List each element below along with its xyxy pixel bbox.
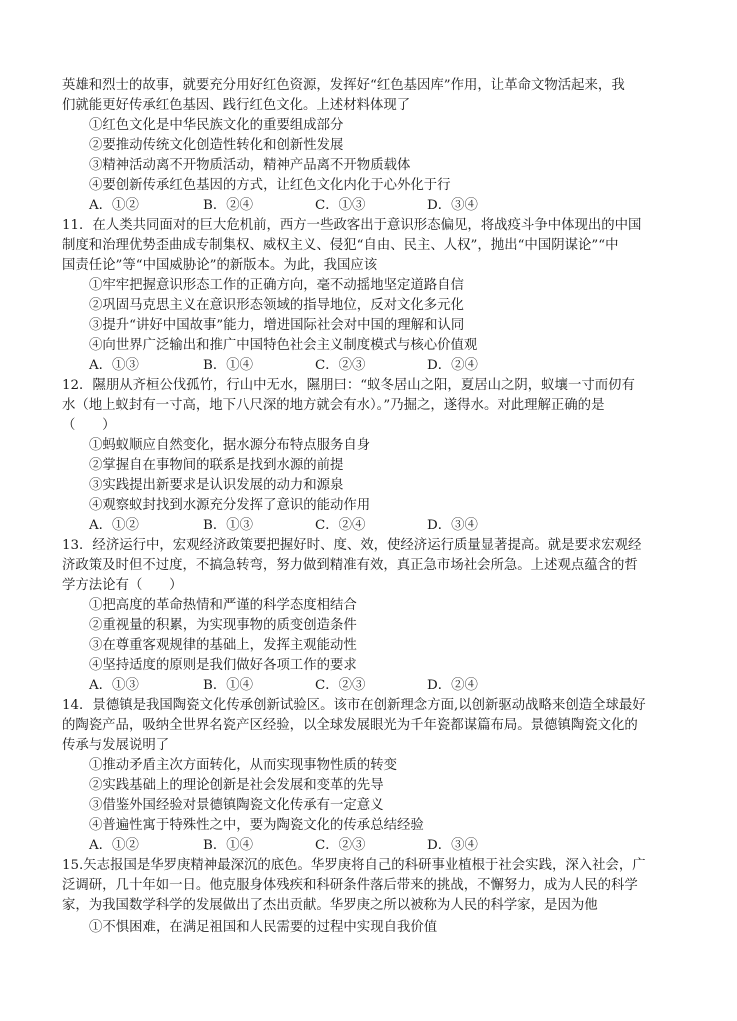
q11-option-4: ④向世界广泛输出和推广中国特色社会主义制度模式与核心价值观 — [89, 338, 478, 353]
q15-stem-line-3: 家，为我国数学科学的发展做出了杰出贡献。华罗庚之所以被称为人民的科学家，是因为他 — [62, 898, 598, 913]
q10-option-4: ④要创新传承红色基因的方式，让红色文化内化于心外化于行 — [89, 178, 451, 193]
q13-answer-c[interactable]: C．②③ — [315, 678, 366, 693]
q11-stem-line-1: 11．在人类共同面对的巨大危机前，西方一些政客出于意识形态偏见，将战疫斗争中体现出的中国 — [62, 218, 642, 233]
q13-option-4: ④坚持适度的原则是我们做好各项工作的要求 — [89, 658, 357, 673]
q11-option-3: ③提升“讲好中国故事”能力，增进国际社会对中国的理解和认同 — [89, 318, 465, 333]
q13-option-2: ②重视量的积累，为实现事物的质变创造条件 — [89, 618, 357, 633]
q10-answer-c[interactable]: C．①③ — [315, 198, 366, 213]
q11-stem-line-2: 制度和治理优势歪曲成专制集权、威权主义、侵犯“自由、民主、人权”，抛出“中国阴谋论”“中 — [62, 238, 619, 253]
q12-answer-b[interactable]: B．①③ — [203, 518, 254, 533]
q14-option-1: ①推动矛盾主次方面转化，从而实现事物性质的转变 — [89, 758, 397, 773]
q12-answer-row — [89, 516, 527, 536]
q14-option-2: ②实践基础上的理论创新是社会发展和变革的先导 — [89, 778, 384, 793]
q11-answer-a[interactable]: A．①③ — [89, 358, 139, 373]
q12-option-2: ②掌握自在事物间的联系是找到水源的前提 — [89, 458, 344, 473]
q10-stem-line-2: 们就能更好传承红色基因、践行红色文化。上述材料体现了 — [62, 98, 411, 113]
q12-option-1: ①蚂蚁顺应自然变化，据水源分布特点服务自身 — [89, 438, 371, 453]
q13-stem-line-1: 13．经济运行中，宏观经济政策要把握好时、度、效，使经济运行质量显著提高。就是要求宏观经 — [62, 538, 642, 553]
q14-stem-line-3: 传承与发展说明了 — [62, 738, 170, 753]
q14-stem-line-2: 的陶瓷产品，吸纳全世界名瓷产区经验，以全球发展眼光为千年瓷都谋篇布局。景德镇陶瓷文化的 — [62, 718, 638, 733]
q11-answer-c[interactable]: C．②③ — [315, 358, 366, 373]
q14-answer-a[interactable]: A．①② — [89, 838, 139, 853]
q14-stem-line-1: 14．景德镇是我国陶瓷文化传承创新试验区。该市在创新理念方面,以创新驱动战略来创造全球最好 — [62, 698, 646, 713]
q11-option-2: ②巩固马克思主义在意识形态领域的指导地位，反对文化多元化 — [89, 298, 464, 313]
q15-option-1: ①不惧困难，在满足祖国和人民需要的过程中实现自我价值 — [89, 920, 438, 935]
q10-answer-row — [89, 196, 527, 216]
q13-stem-line-3: 学方法论有（ ） — [62, 578, 183, 593]
q10-option-2: ②要推动传统文化创造性转化和创新性发展 — [89, 138, 344, 153]
q11-option-1: ①牢牢把握意识形态工作的正确方向，毫不动摇地坚定道路自信 — [89, 278, 464, 293]
q11-answer-b[interactable]: B．①④ — [203, 358, 254, 373]
q13-answer-a[interactable]: A．①③ — [89, 678, 139, 693]
q12-option-3: ③实践提出新要求是认识发展的动力和源泉 — [89, 478, 344, 493]
q10-answer-a[interactable]: A．①② — [89, 198, 139, 213]
q14-answer-row — [89, 836, 527, 856]
q14-answer-d[interactable]: D．③④ — [427, 838, 478, 853]
q12-answer-a[interactable]: A．①② — [89, 518, 139, 533]
q12-answer-c[interactable]: C．②④ — [315, 518, 366, 533]
q11-answer-row — [89, 356, 527, 376]
q14-answer-c[interactable]: C．②③ — [315, 838, 366, 853]
q10-answer-d[interactable]: D．③④ — [427, 198, 478, 213]
q14-answer-b[interactable]: B．①④ — [203, 838, 254, 853]
q11-answer-d[interactable]: D．②④ — [427, 358, 478, 373]
q12-answer-d[interactable]: D．③④ — [427, 518, 478, 533]
q10-stem-line-1: 英雄和烈士的故事，就要充分用好红色资源，发挥好“红色基因库”作用，让革命文物活起来，我 — [62, 78, 625, 93]
q15-stem-line-2: 泛调研，几十年如一日。他克服身体残疾和科研条件落后带来的挑战，不懈努力，成为人民的科学 — [62, 878, 638, 893]
q12-stem-line-1: 12．隰朋从齐桓公伐孤竹，行山中无水，隰朋曰：“蚁冬居山之阳，夏居山之阴，蚁壤一寸而仞有 — [62, 378, 635, 393]
q13-answer-d[interactable]: D．②④ — [427, 678, 478, 693]
q13-answer-row — [89, 676, 527, 696]
q13-answer-b[interactable]: B．①④ — [203, 678, 254, 693]
q14-option-3: ③借鉴外国经验对景德镇陶瓷文化传承有一定意义 — [89, 798, 384, 813]
q15-stem-line-1: 15.矢志报国是华罗庚精神最深沉的底色。华罗庚将自己的科研事业植根于社会实践，深入社会，广 — [62, 858, 646, 873]
q12-stem-line-3: （ ） — [62, 418, 116, 433]
q10-option-3: ③精神活动离不开物质活动，精神产品离不开物质载体 — [89, 158, 411, 173]
q12-option-4: ④观察蚁封找到水源充分发挥了意识的能动作用 — [89, 498, 371, 513]
q13-stem-line-2: 济政策及时但不过度，不搞急转弯，努力做到精准有效，真正急市场社会所急。上述观点蕴含的哲 — [62, 558, 638, 573]
q13-option-3: ③在尊重客观规律的基础上，发挥主观能动性 — [89, 638, 357, 653]
q13-option-1: ①把高度的革命热情和严谨的科学态度相结合 — [89, 598, 357, 613]
q12-stem-line-2: 水（地上蚁封有一寸高，地下八尺深的地方就会有水）。”乃掘之，遂得水。对此理解正确的是 — [62, 398, 605, 413]
q10-answer-b[interactable]: B．②④ — [203, 198, 254, 213]
q10-option-1: ①红色文化是中华民族文化的重要组成部分 — [89, 118, 344, 133]
q14-option-4: ④普遍性寓于特殊性之中，要为陶瓷文化的传承总结经验 — [89, 818, 424, 833]
q11-stem-line-3: 国责任论”等“中国威胁论”的新版本。为此，我国应该 — [62, 258, 378, 273]
